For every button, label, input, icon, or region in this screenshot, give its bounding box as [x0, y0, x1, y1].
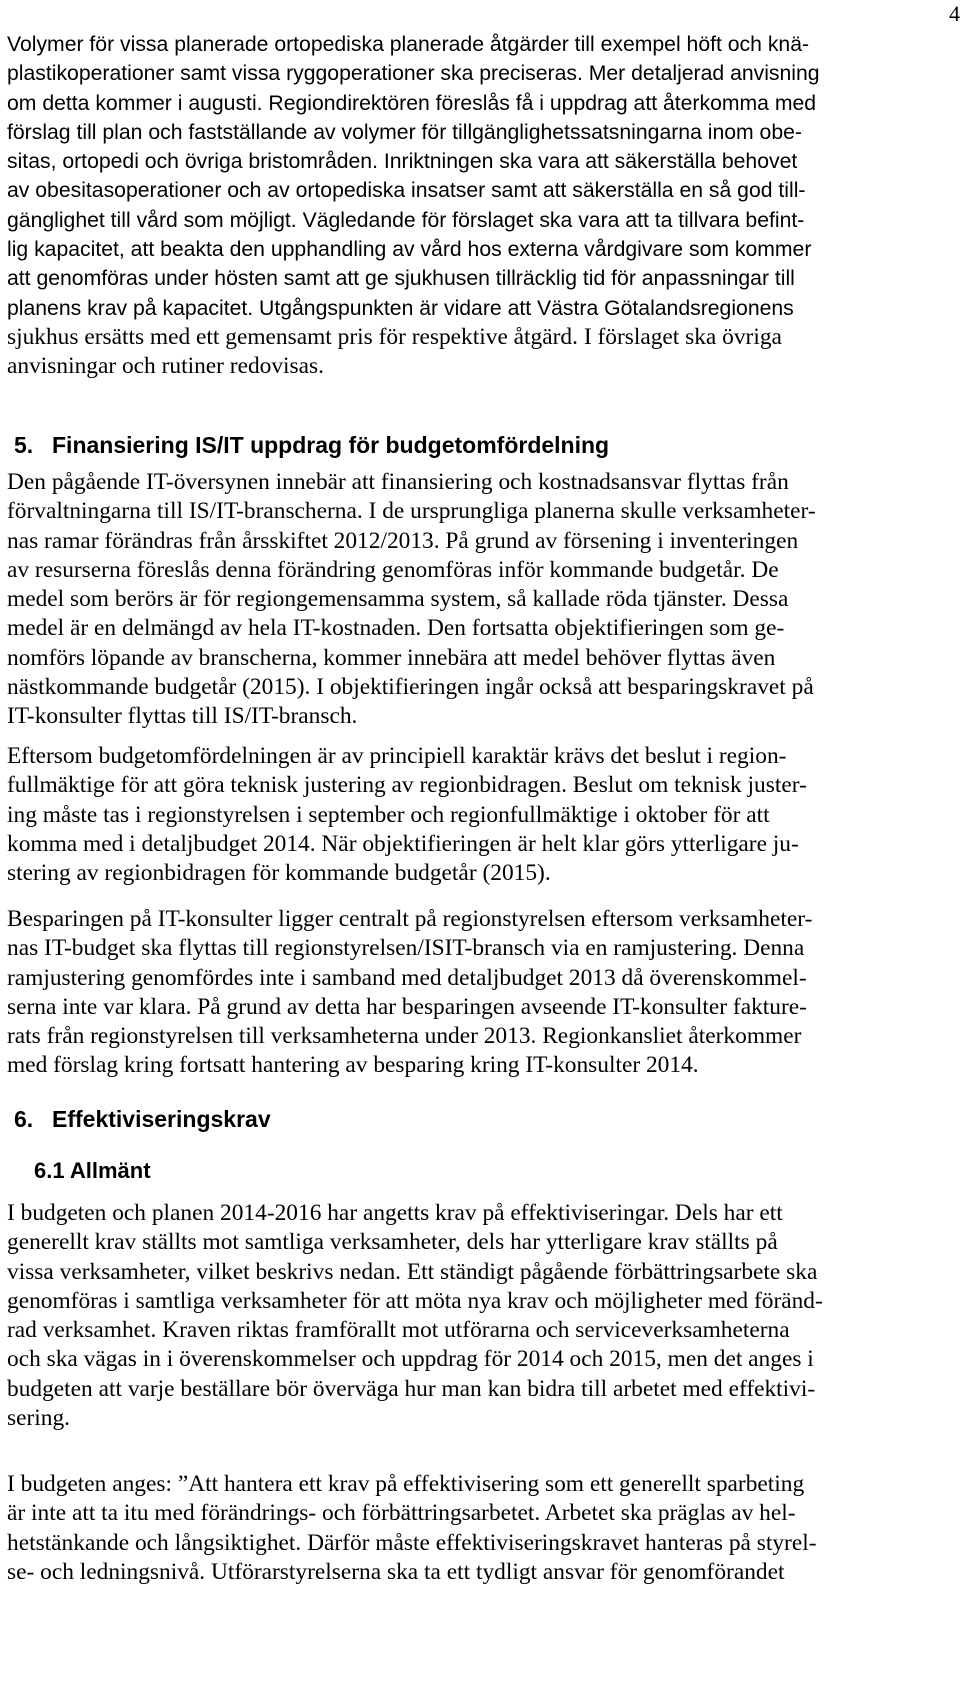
text-line: vissa verksamheter, vilket beskrivs nedan. Ett ständigt pågående förbättringsarbete ska — [7, 1258, 818, 1285]
text-line: Besparingen på IT-konsulter ligger centralt på regionstyrelsen eftersom verksamheter- — [7, 906, 813, 932]
text-line: ing måste tas i regionstyrelsen i september och regionfullmäktige i oktober för att — [7, 801, 770, 828]
heading-title: 6.1 Allmänt — [34, 1158, 151, 1183]
text-line: med förslag kring fortsatt hantering av besparing kring IT-konsulter 2014. — [7, 1052, 699, 1079]
paragraph-it-oversyn — [7, 468, 954, 732]
text-line: förslag till plan och fastställande av volymer för tillgänglighetssatsningarna inom obe- — [7, 120, 802, 144]
text-line: hetstänkande och långsiktighet. Därför måste effektiviseringskravet hanteras på styrel- — [7, 1529, 817, 1556]
heading-number: 6. — [14, 1106, 34, 1132]
paragraph-volymer — [7, 30, 954, 382]
text-line: IT-konsulter flyttas till IS/IT-bransch. — [7, 703, 358, 730]
text-line: Den pågående IT-översynen innebär att finansiering och kostnadsansvar flyttas från — [7, 469, 789, 495]
text-line: se- och ledningsnivå. Utförarstyrelserna ska ta ett tydligt ansvar för genomförandet — [7, 1558, 785, 1585]
text-line: stering av regionbidragen för kommande budgetår (2015). — [7, 860, 551, 887]
text-line: I budgeten anges: ”Att hantera ett krav på effektivisering som ett generellt sparbeting — [7, 1471, 805, 1497]
text-line: plastikoperationer samt vissa ryggoperationer ska preciseras. Mer detaljerad anvisning — [7, 62, 820, 86]
text-line: ramjustering genomfördes inte i samband med detaljbudget 2013 då överenskommel- — [7, 964, 807, 991]
text-line: I budgeten och planen 2014-2016 har angetts krav på effektiviseringar. Dels har ett — [7, 1200, 783, 1226]
paragraph-allmant — [7, 1199, 954, 1433]
paragraph-budgeten-anges — [7, 1470, 954, 1587]
text-line: sitas, ortopedi och övriga bristområden. Inriktningen ska vara att säkerställa behovet — [7, 150, 798, 174]
text-line: och ska vägas in i överenskommelser och uppdrag för 2014 och 2015, men det anges i — [7, 1346, 814, 1373]
text-line: nästkommande budgetår (2015). I objektifieringen ingår också att besparingskravet på — [7, 674, 814, 701]
text-line: Eftersom budgetomfördelningen är av principiell karaktär krävs det beslut i region- — [7, 743, 787, 769]
text-line: planens krav på kapacitet. Utgångspunkten är vidare att Västra Götalandsregionens — [7, 296, 794, 320]
text-line: medel som berörs är för regiongemensamma system, så kallade röda tjänster. Dessa — [7, 586, 789, 613]
text-line: förvaltningarna till IS/IT-branscherna. I de ursprungliga planerna skulle verksamheter- — [7, 498, 816, 525]
text-line: av obesitasoperationer och av ortopediska insatser samt att säkerställa en så god till- — [7, 179, 806, 203]
heading-title: Finansiering IS/IT uppdrag för budgetomfördelning — [52, 432, 610, 458]
text-line: generellt krav ställts mot samtliga verksamheter, dels har ytterligare krav ställts på — [7, 1229, 778, 1256]
text-line: Volymer för vissa planerade ortopediska planerade åtgärder till exempel höft och knä- — [7, 33, 810, 56]
paragraph-budgetomfordelning — [7, 742, 954, 888]
text-line: nas ramar förändras från årsskiftet 2012/2013. På grund av försening i inventeringen — [7, 527, 799, 554]
heading-section-6-1 — [34, 1156, 151, 1186]
paragraph-besparing — [7, 905, 954, 1081]
text-line: sering. — [7, 1405, 71, 1432]
text-line: genomföras i samtliga verksamheter för att möta nya krav och möjligheter med föränd- — [7, 1287, 823, 1314]
heading-section-5 — [14, 430, 609, 460]
text-line: av resurserna föreslås denna förändring genomföras inför kommande budgetår. De — [7, 556, 779, 583]
text-line: rad verksamhet. Kraven riktas framförallt mot utförarna och serviceverksamheterna — [7, 1317, 790, 1344]
text-line: nas IT-budget ska flyttas till regionstyrelsen/ISIT-bransch via en ramjustering. Denna — [7, 935, 805, 962]
text-line: medel är en delmängd av hela IT-kostnaden. Den fortsatta objektifieringen som ge- — [7, 615, 785, 642]
text-line: budgeten att varje beställare bör överväga hur man kan bidra till arbetet med effektivi- — [7, 1375, 816, 1402]
heading-title: Effektiviseringskrav — [52, 1106, 271, 1132]
text-line: anvisningar och rutiner redovisas. — [7, 353, 324, 380]
text-line: fullmäktige för att göra teknisk justering av regionbidragen. Beslut om teknisk juster- — [7, 772, 807, 799]
heading-section-6 — [14, 1104, 271, 1134]
text-line: om detta kommer i augusti. Regiondirektören föreslås få i uppdrag att återkomma med — [7, 91, 817, 115]
text-line: gänglighet till vård som möjligt. Vägledande för förslaget ska vara att ta tillvara befint- — [7, 208, 805, 232]
text-line: är inte att ta itu med förändrings- och förbättringsarbetet. Arbetet ska präglas av hel- — [7, 1500, 796, 1527]
page-number: 4 — [949, 1, 960, 26]
text-line: komma med i detaljbudget 2014. När objektifieringen är helt klar görs ytterligare ju- — [7, 830, 799, 857]
text-line: nomförs löpande av branscherna, kommer innebära att medel behöver flyttas även — [7, 644, 776, 671]
text-line: rats från regionstyrelsen till verksamheterna under 2013. Regionkansliet återkommer — [7, 1023, 802, 1050]
text-line: att genomföras under hösten samt att ge sjukhusen tillräcklig tid för anpassningar till — [7, 267, 795, 291]
text-line: sjukhus ersätts med ett gemensamt pris för respektive åtgärd. I förslaget ska övriga — [7, 323, 782, 350]
text-line: serna inte var klara. På grund av detta har besparingen avseende IT-konsulter fakture- — [7, 993, 807, 1020]
heading-number: 5. — [14, 432, 34, 458]
text-line: lig kapacitet, att beakta den upphandling av vård hos externa vårdgivare som kommer — [7, 238, 812, 262]
